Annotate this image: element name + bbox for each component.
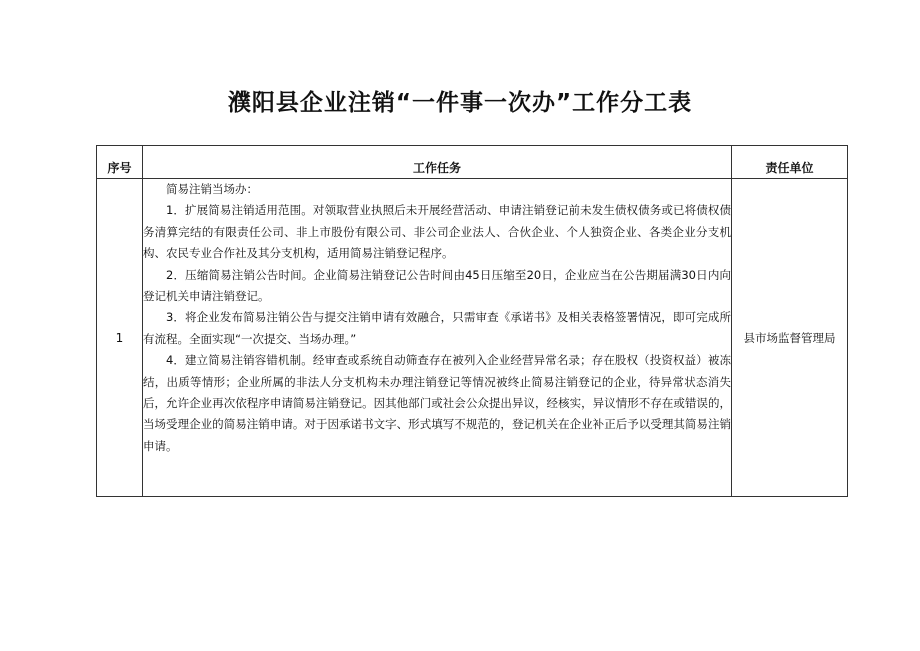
row-task-content	[143, 179, 732, 497]
page-title: 濮阳县企业注销“一件事一次办”工作分工表	[227, 90, 693, 116]
task-table	[96, 145, 848, 497]
task-item-1: 1．扩展简易注销适用范围。对领取营业执照后未开展经营活动、申请注销登记前未发生债权债务或已将债权债务清算完结的有限责任公司、非上市股份有限公司、非公司企业法人、合伙企业、个人独资企业、各类企业分支机构、农民专业合作社及其分支机构，适用简易注销登记程序。	[143, 203, 731, 261]
row-seq-number: 1	[97, 179, 143, 497]
column-header-unit: 责任单位	[732, 146, 848, 179]
task-heading: 简易注销当场办：	[166, 182, 258, 196]
column-header-seq: 序号	[97, 146, 143, 179]
task-item-2: 2．压缩简易注销公告时间。企业简易注销登记公告时间由45日压缩至20日，企业应当在公告期届满30日内向登记机关申请注销登记。	[143, 267, 731, 304]
row-responsible-unit: 县市场监督管理局	[732, 179, 848, 497]
column-header-task: 工作任务	[143, 146, 732, 179]
task-item-4: 4．建立简易注销容错机制。经审查或系统自动筛查存在被列入企业经营异常名录；存在股权（投资权益）被冻结，出质等情形；企业所属的非法人分支机构未办理注销登记等情况被终止简易注销登记的企业，待异常状态消失后，允许企业再次依程序申请简易注销登记。因其他部门或社会公众提出异议，经核实，异议情形不存在或错误的，当场受理企业的简易注销申请。对于因承诺书文字、形式填写不规范的，登记机关在企业补正后予以受理其简易注销申请。	[143, 353, 731, 453]
table-row	[97, 179, 848, 497]
table-header-row	[97, 146, 848, 179]
task-item-3: 3．将企业发布简易注销公告与提交注销申请有效融合，只需审查《承诺书》及相关表格签署情况，即可完成所有流程。全面实现“一次提交、当场办理。”	[143, 310, 731, 346]
